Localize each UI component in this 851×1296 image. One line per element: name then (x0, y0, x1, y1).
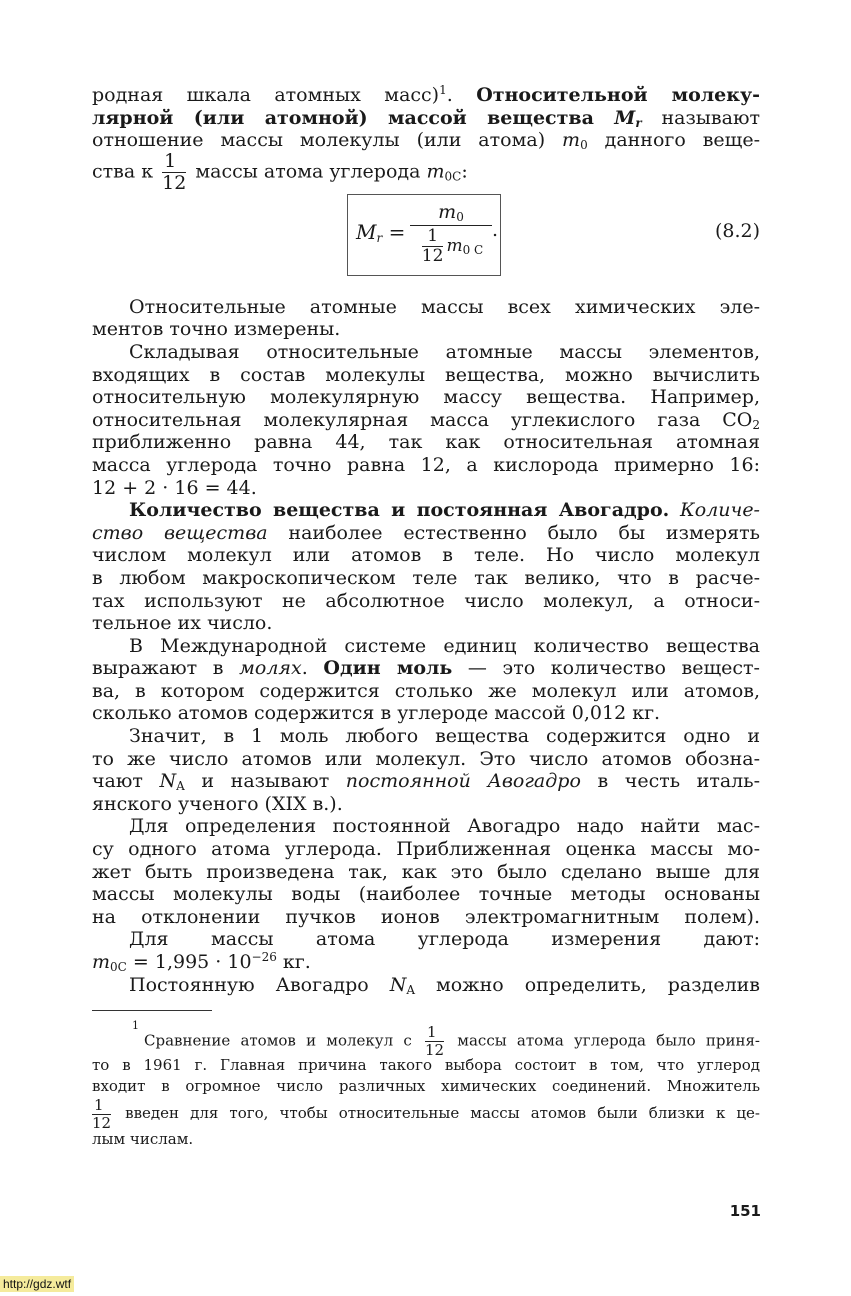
footnote-number: 1 (132, 1019, 139, 1033)
paragraph-molecular-mass (92, 341, 760, 499)
text: то в 1961 г. Главная причина такого выбора состоит в том, что углерод (92, 1056, 760, 1075)
footnote-divider (92, 1010, 212, 1011)
symbol-sub: 0C (444, 169, 462, 184)
symbol: M (356, 219, 377, 244)
watermark-link[interactable]: http://gdz.wtf (0, 1276, 74, 1292)
text: су одного атома углерода. Приближенная оценка массы мо- (92, 838, 760, 861)
page-number: 151 (729, 1202, 761, 1220)
text: приближенно равна 44, так как относительная атомная (92, 431, 760, 454)
text: ва, в котором содержится столько же молекул или атомов, (92, 679, 760, 702)
text: массы атома углерода (189, 160, 427, 183)
footnote (92, 1015, 760, 1150)
text: отношение массы молекулы (или атома) (92, 129, 563, 152)
text: — это количество вещест- (452, 657, 760, 680)
text: в любом макроскопическом теле так велико, что в расче- (92, 566, 760, 589)
formula-box: $M_r$ = $m_0$ $\frac{1}{12}$ $m_{0 C}$ . (347, 194, 501, 276)
text: входящих в состав молекулы вещества, можно вычислить (92, 363, 760, 386)
term: постоянной Авогадро (345, 770, 581, 793)
text: чают (92, 770, 160, 793)
text: то же число атомов или молекул. Это число атомов обозна- (92, 747, 760, 770)
text: Складывая относительные атомные массы элементов, (129, 340, 760, 363)
text: в честь италь- (580, 770, 760, 793)
text: : (461, 160, 468, 183)
paragraph-mole: В Международной системе единиц количество вещества выражают в молях. Один моль — это количество вещест- ва, в котором содержится столько же молекул или атомов, сколько атомов содержится в углероде массой 0,012 кг. (92, 634, 760, 725)
symbol: M (614, 106, 636, 129)
text: ментов точно измерены. (92, 318, 341, 341)
paragraph-avogadro-determine (92, 974, 760, 997)
text: массы атома углерода было приня- (447, 1031, 760, 1050)
symbol-sub: A (176, 779, 185, 794)
exponent: −26 (251, 950, 277, 964)
text: . (446, 84, 477, 106)
symbol-sub: r (635, 115, 642, 130)
text: на отклонении пучков ионов электромагнитным полем). (92, 905, 760, 928)
text: тах используют не абсолютное число молекул, а относи- (92, 589, 760, 612)
fraction: $\frac{1}{12}$ (162, 149, 187, 194)
paragraph-atomic-masses (92, 296, 760, 341)
text: масса углерода точно равна 12, а кислорода примерно 16: (92, 453, 760, 476)
text: кг. (276, 951, 311, 973)
text: можно определить, разделив (414, 973, 760, 996)
fraction: $\frac{1}{12}$ (424, 1023, 445, 1060)
paragraph-amount-of-substance (92, 499, 760, 635)
text: = 1,995 · 10 (126, 951, 252, 973)
formula-8-2 (92, 194, 760, 282)
symbol-sub: A (406, 982, 415, 997)
formula-fraction: $m_0$ $\frac{1}{12}$ $m_{0 C}$ (410, 201, 492, 266)
text: 12 + 2 · 16 = 44. (92, 476, 257, 499)
symbol-sub: 0C (110, 960, 127, 974)
text: относительная молекулярная масса углекислого газа CO (92, 408, 753, 431)
punctuation: . (492, 218, 499, 241)
definition-term: Один моль (323, 657, 453, 680)
symbol: m (92, 951, 111, 973)
term: молях (239, 657, 302, 680)
text: Значит, в 1 моль любого вещества содержится одно и (129, 725, 760, 748)
text: числом молекул или атомов в теле. Но число молекул (92, 544, 760, 567)
subscript: 2 (752, 417, 760, 432)
text: Для массы атома углерода измерения дают: (129, 928, 760, 951)
text: и называют (184, 770, 346, 793)
section-heading: Количество вещества и постоянная Авогадро. (129, 499, 670, 522)
text: янского ученого (XIX в.). (92, 792, 343, 815)
text: сколько атомов содержится в углероде массой 0,012 кг. (92, 702, 661, 725)
definition-term: лярной (или атомной) массой вещества (92, 106, 615, 129)
definition-term: Относительной молеку- (476, 84, 760, 106)
text: родная шкала атомных масс) (92, 84, 440, 106)
symbol: N (389, 973, 407, 996)
text: Относительные атомные массы всех химических эле- (129, 295, 760, 318)
fraction: $\frac{1}{12}$ (92, 1095, 112, 1132)
text: введен для того, чтобы относительные массы атомов были близки к це- (114, 1104, 760, 1123)
text: тельное их число. (92, 612, 273, 635)
text: относительную молекулярную массу вещества. Например, (92, 386, 760, 409)
page-body (92, 84, 760, 1150)
text: массы молекулы воды (наиболее точные методы основаны (92, 883, 760, 906)
text: Сравнение атомов и молекул с (144, 1031, 422, 1050)
text: ства к (92, 160, 160, 183)
text: входит в огромное число различных химических соединений. Множитель (92, 1077, 760, 1096)
paragraph-avogadro (92, 725, 760, 815)
text: В Международной системе единиц количество вещества (129, 634, 760, 657)
symbol: m (562, 129, 581, 152)
term: ство вещества (92, 521, 268, 544)
symbol: m (426, 160, 445, 183)
paragraph-carbon-mass (92, 815, 760, 928)
text: данного веще- (587, 129, 760, 152)
equation-number: (8.2) (714, 219, 760, 242)
text: наиболее естественно было бы измерять (267, 521, 760, 544)
footnote-ref[interactable]: 1 (439, 83, 447, 97)
text: лым числам. (92, 1130, 194, 1149)
symbol-sub: 0 (580, 138, 588, 153)
text: жет быть произведена так, как это было сделано выше для (92, 860, 760, 883)
text: называют (641, 106, 761, 129)
paragraph-measurement (92, 928, 760, 973)
paragraph-intro (92, 83, 761, 194)
text: Постоянную Авогадро (129, 973, 390, 996)
text: Для определения постоянной Авогадро надо найти мас- (129, 815, 760, 838)
symbol: N (159, 770, 177, 793)
text: выражают в (92, 657, 240, 680)
term: Количе- (669, 499, 760, 522)
